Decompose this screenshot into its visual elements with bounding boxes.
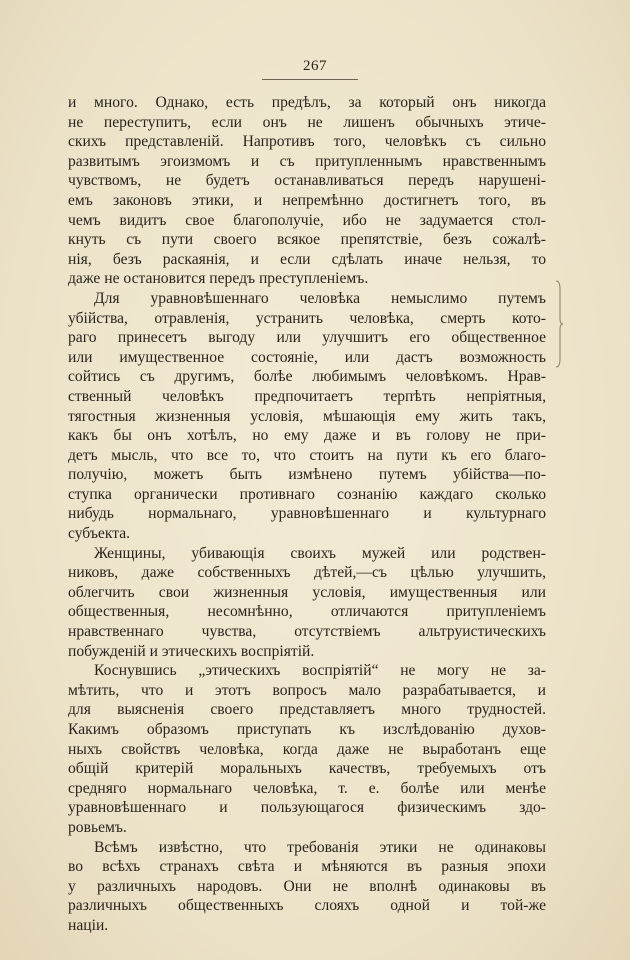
body-text [68, 93, 546, 936]
text-line: нія, безъ раскаянія, и если сдѣлать иначе нельзя, то [68, 250, 546, 268]
page-number: 267 [303, 58, 327, 74]
text-line: скихъ представленій. Напротивъ того, человѣкъ съ сильно [68, 133, 546, 151]
text-line: или имущественное состояніе, или дастъ возможность [68, 348, 546, 366]
text-line: Для уравновѣшеннаго человѣка немыслимо путемъ [94, 289, 546, 307]
text-line: развитымъ эгоизмомъ и съ притупленнымъ нравственнымъ [68, 152, 546, 170]
text-line: чувствомъ, не будетъ останавливаться передъ нарушені- [68, 172, 546, 190]
text-line: емъ законовъ этики, и непремѣнно достигнетъ того, въ [68, 191, 546, 209]
text-line: облегчить свои жизненныя условія, имущественныя или [68, 583, 546, 601]
text-line: средняго нормальнаго человѣка, т. е. болѣе или менѣе [68, 779, 546, 797]
text-line: мѣтить, что и этотъ вопросъ мало разрабатывается, и [68, 681, 546, 699]
text-line: получію, можетъ быть измѣнено путемъ убійства—по- [68, 466, 546, 484]
text-line: Коснувшись „этическихъ воспріятій“ не могу не за- [94, 662, 546, 680]
text-line: націи. [68, 916, 109, 934]
text-line: детъ мысль, что все то, что стоитъ на пути къ его благо- [68, 446, 546, 464]
text-line: Всѣмъ извѣстно, что требованія этики не одинаковы [94, 838, 546, 856]
text-line: ровьемъ. [68, 818, 127, 836]
text-line: тягостныя жизненныя условія, мѣшающія ему жить такъ, [68, 407, 546, 425]
text-line: общій критерій моральныхъ качествъ, требуемыхъ отъ [68, 760, 546, 778]
text-line: и много. Однако, есть предѣлъ, за который онъ никогда [68, 94, 546, 111]
text-line: даже не остановится передъ преступленіемъ. [68, 270, 369, 288]
text-line: нибудь нормальнаго, уравновѣшеннаго и культурнаго [68, 505, 546, 523]
text-line: субъекта. [68, 525, 131, 543]
text-line: уравновѣшеннаго и пользующагося физическимъ здо- [68, 799, 546, 817]
text-line: Какимъ образомъ приступать къ изслѣдованію духов- [68, 721, 546, 738]
header-rule [262, 79, 358, 80]
text-line: чемъ видитъ свое благополучіе, ибо не задумается стол- [68, 211, 546, 229]
text-line: общественныя, несомнѣнно, отличаются притупленіемъ [68, 603, 546, 621]
text-line: сойтись съ другимъ, болѣе любимымъ человѣкомъ. Нрав- [68, 368, 546, 386]
text-line: Женщины, убивающія своихъ мужей или родствен- [94, 544, 546, 562]
text-line: никовъ, даже собственныхъ дѣтей,—съ цѣлью улучшить, [68, 564, 546, 582]
text-line: кнуть съ пути своего всякое препятствіе, безъ сожалѣ- [68, 231, 546, 249]
text-line: нравственнаго чувства, отсутствіемъ альтруистическихъ [68, 623, 546, 641]
text-line: различныхъ общественныхъ слояхъ одной и той-же [68, 897, 546, 915]
text-line: у различныхъ народовъ. Они не вполнѣ одинаковы въ [68, 877, 546, 895]
text-line: ственный человѣкъ предпочитаетъ терпѣть непріятныя, [68, 387, 546, 405]
text-line: для выясненія своего представляетъ много трудностей. [68, 701, 546, 719]
text-line: раго принесетъ выгоду или улучшитъ его общественное [68, 329, 546, 347]
margin-bracket-mark [554, 279, 564, 369]
text-line: ныхъ свойствъ человѣка, когда даже не выработанъ еще [68, 740, 546, 758]
text-line: не переступитъ, если онъ не лишенъ обычныхъ этиче- [68, 113, 546, 131]
text-line: убійства, отравленія, устранить человѣка, смерть кото- [68, 309, 546, 327]
text-line: какъ бы онъ хотѣлъ, но ему даже и въ голову не при- [68, 427, 546, 445]
text-line: во всѣхъ странахъ свѣта и мѣняются въ разныя эпохи [68, 858, 546, 876]
text-line: побужденій и этическихъ воспріятій. [68, 642, 315, 660]
text-line: ступка органически противнаго сознанію каждаго сколько [68, 485, 546, 503]
